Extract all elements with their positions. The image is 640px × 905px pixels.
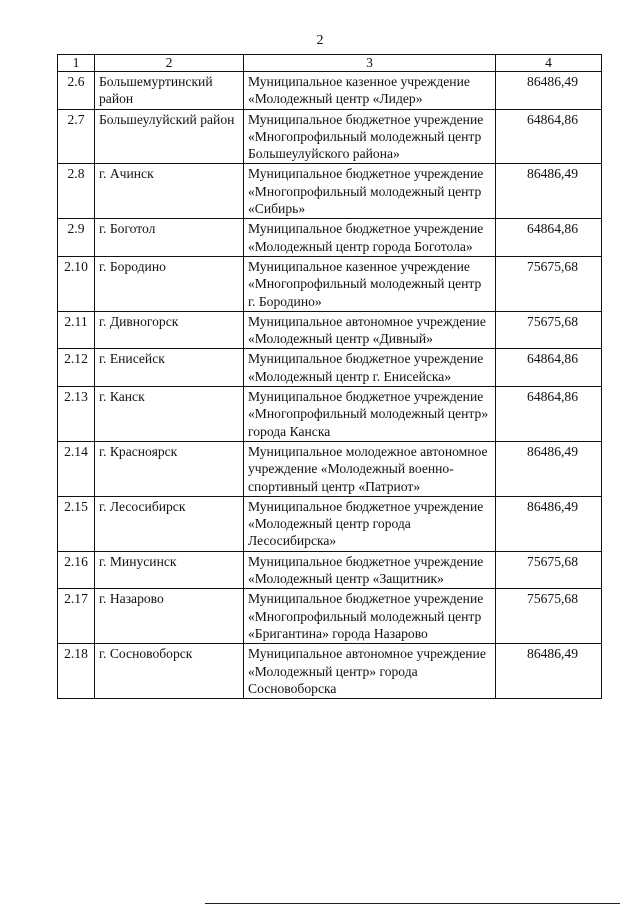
amount-cell: 64864,86 (496, 109, 602, 164)
institution-cell: Муниципальное казенное учреждение «Молодежный центр «Лидер» (244, 72, 496, 110)
divider (205, 903, 620, 904)
column-header: 2 (95, 55, 244, 72)
district-cell: г. Лесосибирск (95, 496, 244, 551)
district-cell: г. Дивногорск (95, 311, 244, 349)
row-number: 2.15 (58, 496, 95, 551)
institution-cell: Муниципальное автономное учреждение «Молодежный центр» города Сосновоборска (244, 644, 496, 699)
amount-cell: 86486,49 (496, 644, 602, 699)
institution-cell: Муниципальное бюджетное учреждение «Молодежный центр города Боготола» (244, 219, 496, 257)
column-header: 1 (58, 55, 95, 72)
column-header: 4 (496, 55, 602, 72)
table-row (58, 311, 602, 349)
institution-cell: Муниципальное бюджетное учреждение «Молодежный центр города Лесосибирска» (244, 496, 496, 551)
table-row (58, 644, 602, 699)
district-cell: Большемуртинский район (95, 72, 244, 110)
institution-cell: Муниципальное автономное учреждение «Молодежный центр «Дивный» (244, 311, 496, 349)
amount-cell: 86486,49 (496, 496, 602, 551)
institution-cell: Муниципальное бюджетное учреждение «Многопрофильный молодежный центр» города Канска (244, 387, 496, 442)
amount-cell: 64864,86 (496, 349, 602, 387)
row-number: 2.11 (58, 311, 95, 349)
table-row (58, 256, 602, 311)
amount-cell: 64864,86 (496, 387, 602, 442)
amount-cell: 86486,49 (496, 441, 602, 496)
row-number: 2.14 (58, 441, 95, 496)
row-number: 2.6 (58, 72, 95, 110)
row-number: 2.17 (58, 589, 95, 644)
table-row (58, 349, 602, 387)
row-number: 2.10 (58, 256, 95, 311)
row-number: 2.9 (58, 219, 95, 257)
row-number: 2.7 (58, 109, 95, 164)
row-number: 2.13 (58, 387, 95, 442)
district-cell: г. Бородино (95, 256, 244, 311)
institution-cell: Муниципальное бюджетное учреждение «Многопрофильный молодежный центр «Сибирь» (244, 164, 496, 219)
table-row (58, 387, 602, 442)
amount-cell: 75675,68 (496, 589, 602, 644)
amount-cell: 86486,49 (496, 164, 602, 219)
amount-cell: 86486,49 (496, 72, 602, 110)
amount-cell: 75675,68 (496, 256, 602, 311)
institution-cell: Муниципальное бюджетное учреждение «Молодежный центр «Защитник» (244, 551, 496, 589)
district-cell: Большеулуйский район (95, 109, 244, 164)
institution-cell: Муниципальное бюджетное учреждение «Молодежный центр г. Енисейска» (244, 349, 496, 387)
district-cell: г. Минусинск (95, 551, 244, 589)
table-row (58, 164, 602, 219)
funding-table (57, 54, 602, 699)
district-cell: г. Сосновоборск (95, 644, 244, 699)
table-row (58, 496, 602, 551)
row-number: 2.16 (58, 551, 95, 589)
district-cell: г. Боготол (95, 219, 244, 257)
column-header: 3 (244, 55, 496, 72)
row-number: 2.8 (58, 164, 95, 219)
district-cell: г. Канск (95, 387, 244, 442)
district-cell: г. Ачинск (95, 164, 244, 219)
district-cell: г. Енисейск (95, 349, 244, 387)
institution-cell: Муниципальное молодежное автономное учреждение «Молодежный военно-спортивный центр «Патриот» (244, 441, 496, 496)
table-row (58, 441, 602, 496)
header-row (58, 55, 602, 72)
row-number: 2.18 (58, 644, 95, 699)
table-row (58, 219, 602, 257)
district-cell: г. Назарово (95, 589, 244, 644)
institution-cell: Муниципальное бюджетное учреждение «Многопрофильный молодежный центр «Бригантина» города Назарово (244, 589, 496, 644)
table-row (58, 551, 602, 589)
institution-cell: Муниципальное казенное учреждение «Многопрофильный молодежный центр г. Бородино» (244, 256, 496, 311)
row-number: 2.12 (58, 349, 95, 387)
page-number: 2 (316, 33, 324, 48)
amount-cell: 75675,68 (496, 311, 602, 349)
table-row (58, 589, 602, 644)
district-cell: г. Красноярск (95, 441, 244, 496)
table-row (58, 109, 602, 164)
amount-cell: 64864,86 (496, 219, 602, 257)
amount-cell: 75675,68 (496, 551, 602, 589)
institution-cell: Муниципальное бюджетное учреждение «Многопрофильный молодежный центр Большеулуйского района» (244, 109, 496, 164)
table-row (58, 72, 602, 110)
